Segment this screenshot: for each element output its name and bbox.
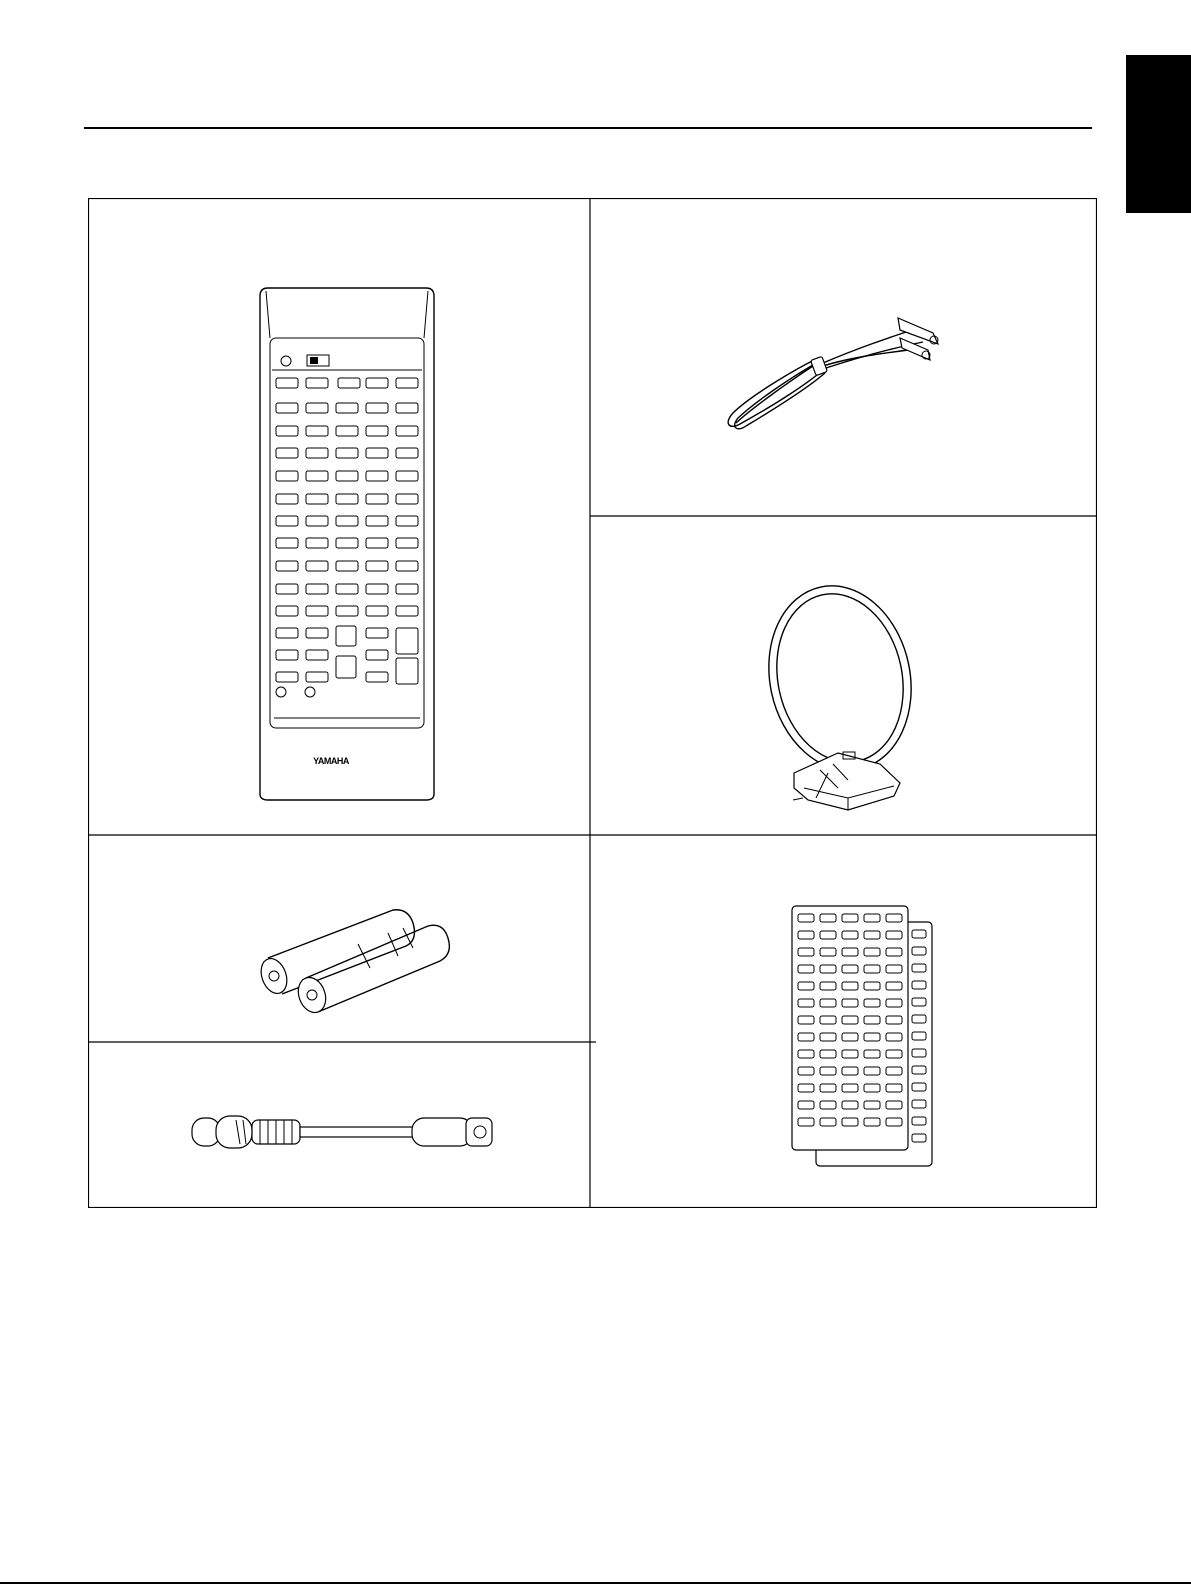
label-cell xyxy=(842,1033,858,1041)
antenna-adapter-illustration xyxy=(192,1116,492,1148)
batteries-illustration xyxy=(257,910,450,1017)
remote-side-tall-button xyxy=(396,658,418,684)
language-tab xyxy=(1126,55,1191,213)
label-cell xyxy=(820,1118,836,1126)
label-cell xyxy=(886,1084,902,1092)
remote-button xyxy=(276,538,298,548)
remote-labels-sheets-illustration xyxy=(792,906,932,1166)
label-cell xyxy=(820,1050,836,1058)
label-cell-right xyxy=(912,1049,926,1057)
remote-button xyxy=(366,448,388,458)
remote-side-button xyxy=(396,426,418,436)
remote-button xyxy=(306,471,328,481)
label-cell xyxy=(886,1101,902,1109)
remote-lower-button xyxy=(306,650,328,660)
remote-button xyxy=(336,494,358,504)
remote-button xyxy=(276,606,298,616)
label-cell-right xyxy=(912,1032,926,1040)
remote-button xyxy=(306,403,328,413)
label-cell xyxy=(798,1084,814,1092)
footer-rule xyxy=(0,1582,1191,1584)
label-cell xyxy=(842,1067,858,1075)
remote-top-button xyxy=(338,378,360,388)
label-cell xyxy=(864,1033,880,1041)
grid-outer-frame xyxy=(89,199,1097,1208)
remote-lower-button xyxy=(366,650,388,660)
label-cell xyxy=(886,948,902,956)
remote-button xyxy=(306,516,328,526)
label-cell xyxy=(798,982,814,990)
label-cell-right xyxy=(912,930,926,938)
label-cell xyxy=(886,965,902,973)
label-cell xyxy=(886,931,902,939)
label-cell xyxy=(886,1050,902,1058)
label-cell xyxy=(798,1033,814,1041)
remote-button xyxy=(276,471,298,481)
label-cell-right xyxy=(912,1117,926,1125)
remote-top-button xyxy=(366,378,388,388)
remote-side-button xyxy=(396,494,418,504)
remote-lower-button xyxy=(366,628,388,638)
remote-button xyxy=(336,403,358,413)
label-cell xyxy=(842,948,858,956)
label-cell xyxy=(820,1067,836,1075)
label-cell xyxy=(842,982,858,990)
label-cell xyxy=(820,948,836,956)
label-cell-right xyxy=(912,998,926,1006)
label-cell xyxy=(886,999,902,1007)
label-cell xyxy=(842,1118,858,1126)
remote-top-button xyxy=(396,378,418,388)
label-cell xyxy=(798,948,814,956)
remote-button xyxy=(336,448,358,458)
label-cell xyxy=(820,999,836,1007)
label-cell xyxy=(842,1050,858,1058)
remote-side-button xyxy=(396,606,418,616)
remote-button xyxy=(366,584,388,594)
remote-button xyxy=(336,426,358,436)
remote-emitter-right-icon xyxy=(305,687,315,697)
remote-button xyxy=(276,426,298,436)
remote-button xyxy=(366,561,388,571)
remote-button xyxy=(306,494,328,504)
remote-button xyxy=(336,584,358,594)
label-cell-right xyxy=(912,1015,926,1023)
remote-button xyxy=(276,494,298,504)
remote-side-tall-button xyxy=(396,628,418,654)
label-cell xyxy=(864,931,880,939)
label-cell xyxy=(864,1101,880,1109)
label-cell xyxy=(864,914,880,922)
brand-logo: YAMAHA xyxy=(313,756,349,766)
remote-button xyxy=(366,494,388,504)
label-cell xyxy=(798,1050,814,1058)
remote-button xyxy=(306,606,328,616)
label-cell xyxy=(886,1067,902,1075)
label-cell xyxy=(864,1016,880,1024)
label-cell xyxy=(886,914,902,922)
remote-button xyxy=(366,403,388,413)
label-cell xyxy=(864,1050,880,1058)
label-cell xyxy=(798,965,814,973)
remote-button xyxy=(366,516,388,526)
label-cell xyxy=(842,999,858,1007)
remote-button xyxy=(366,606,388,616)
label-cell xyxy=(842,1101,858,1109)
am-loop-antenna-illustration xyxy=(752,572,928,810)
label-cell xyxy=(842,1016,858,1024)
label-cell xyxy=(864,948,880,956)
label-cell-right xyxy=(912,1100,926,1108)
remote-button xyxy=(276,516,298,526)
remote-side-button xyxy=(396,516,418,526)
label-cell xyxy=(864,965,880,973)
label-cell xyxy=(820,1101,836,1109)
label-cell xyxy=(820,1016,836,1024)
label-cell-right xyxy=(912,947,926,955)
label-cell xyxy=(820,965,836,973)
label-cell xyxy=(798,1101,814,1109)
power-indicator-icon xyxy=(281,356,291,366)
label-cell xyxy=(842,914,858,922)
accessories-figure xyxy=(88,198,1097,1208)
remote-button xyxy=(276,561,298,571)
remote-lower-button xyxy=(276,672,298,682)
remote-emitter-left-icon xyxy=(276,687,286,697)
label-cell xyxy=(842,965,858,973)
remote-side-button xyxy=(396,584,418,594)
label-cell xyxy=(820,931,836,939)
remote-lower-button xyxy=(306,628,328,638)
label-cell-right xyxy=(912,981,926,989)
label-cell-right xyxy=(912,964,926,972)
remote-button xyxy=(276,584,298,594)
remote-button xyxy=(306,426,328,436)
label-cell xyxy=(864,999,880,1007)
remote-button xyxy=(306,448,328,458)
remote-button xyxy=(366,538,388,548)
label-cell-right xyxy=(912,1066,926,1074)
label-cell xyxy=(886,1118,902,1126)
remote-button xyxy=(366,426,388,436)
accessories-grid xyxy=(88,198,1097,1208)
label-cell xyxy=(798,1067,814,1075)
label-cell xyxy=(798,931,814,939)
label-cell-right xyxy=(912,1083,926,1091)
remote-button xyxy=(276,403,298,413)
label-cell xyxy=(820,914,836,922)
label-cell xyxy=(820,1084,836,1092)
header-rule xyxy=(84,127,1092,129)
remote-button xyxy=(336,516,358,526)
label-cell xyxy=(864,1067,880,1075)
label-cell xyxy=(798,1118,814,1126)
remote-side-button xyxy=(396,471,418,481)
remote-lower-button xyxy=(366,672,388,682)
remote-side-button xyxy=(396,538,418,548)
remote-button xyxy=(336,606,358,616)
remote-side-button xyxy=(396,561,418,571)
label-cell xyxy=(886,1016,902,1024)
label-cell xyxy=(798,999,814,1007)
remote-lower-button xyxy=(276,650,298,660)
label-cell xyxy=(886,1033,902,1041)
remote-button xyxy=(306,538,328,548)
label-cell-right xyxy=(912,1134,926,1142)
remote-button xyxy=(336,471,358,481)
label-cell xyxy=(864,1118,880,1126)
remote-lower-button xyxy=(306,672,328,682)
label-cell xyxy=(842,1084,858,1092)
label-cell xyxy=(820,1033,836,1041)
remote-button xyxy=(276,448,298,458)
remote-side-button xyxy=(396,403,418,413)
label-cell xyxy=(820,982,836,990)
remote-lower-button xyxy=(276,628,298,638)
remote-button xyxy=(336,538,358,548)
remote-control-illustration xyxy=(260,288,434,800)
remote-button xyxy=(306,561,328,571)
remote-volume-button xyxy=(336,656,356,678)
label-cell xyxy=(798,914,814,922)
remote-top-button xyxy=(306,378,328,388)
label-cell xyxy=(864,1084,880,1092)
remote-volume-button xyxy=(336,626,356,646)
label-cell xyxy=(864,982,880,990)
fm-antenna-illustration xyxy=(728,318,938,429)
remote-button xyxy=(306,584,328,594)
label-cell xyxy=(886,982,902,990)
remote-button xyxy=(336,561,358,571)
remote-top-button xyxy=(276,378,298,388)
remote-side-button xyxy=(396,448,418,458)
label-cell xyxy=(842,931,858,939)
label-cell xyxy=(798,1016,814,1024)
remote-button xyxy=(366,471,388,481)
